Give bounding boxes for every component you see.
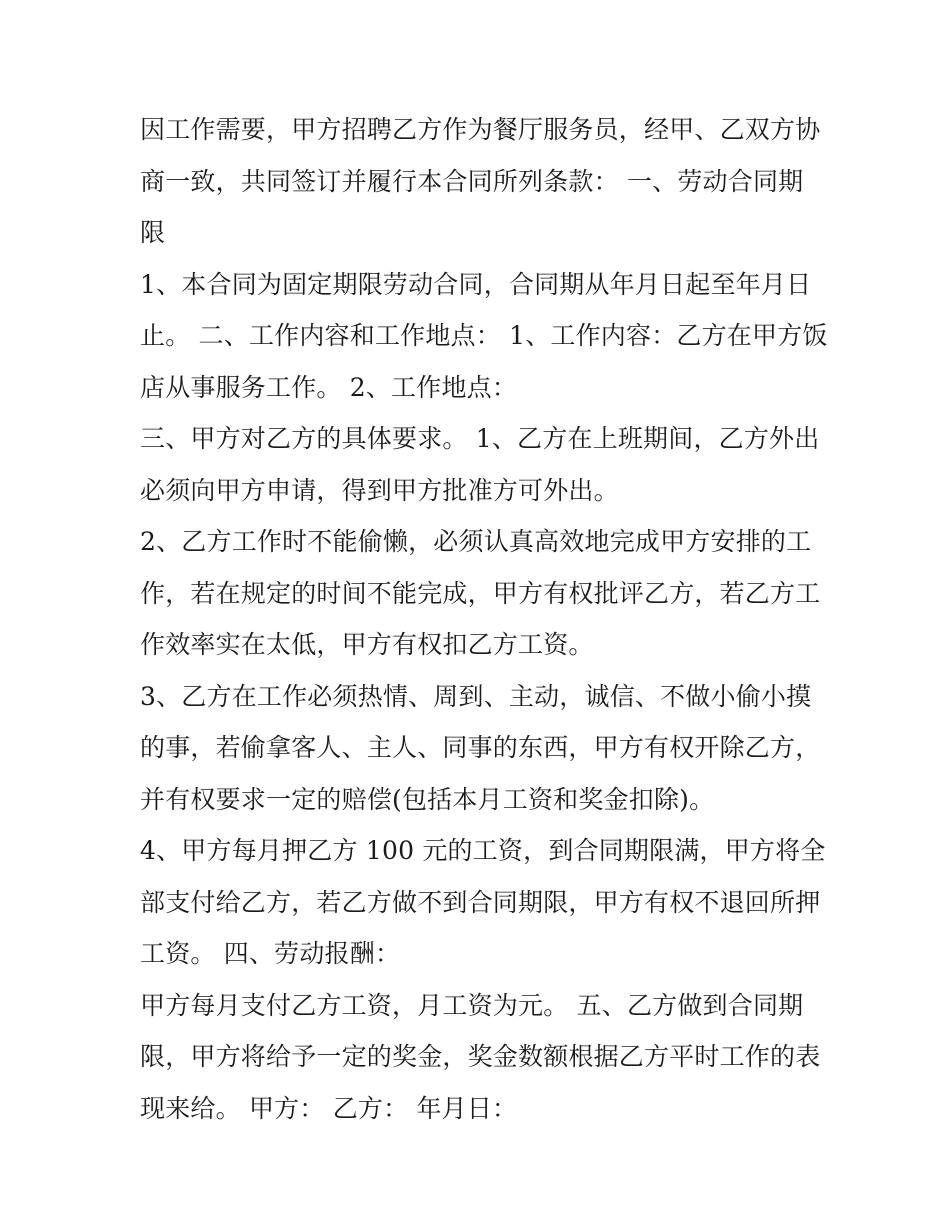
text-line: 限，甲方将给予一定的奖金，奖金数额根据乙方平时工作的表 [140, 1042, 821, 1071]
text-line: 甲方每月支付乙方工资，月工资为元。 五、乙方做到合同期 [140, 990, 804, 1020]
text-line: 限 [140, 218, 166, 247]
text-line: 必须向甲方申请，得到甲方批准方可外出。 [140, 475, 619, 505]
contract-body-text [140, 104, 828, 1134]
text-line: 止。 二、工作内容和工作地点： 1、工作内容：乙方在甲方饭 [140, 321, 828, 350]
text-line: 作，若在规定的时间不能完成，甲方有权批评乙方，若乙方工 [140, 578, 821, 608]
text-line: 商一致，共同签订并履行本合同所列条款： 一、劳动合同期 [140, 166, 804, 196]
text-line: 工资。 四、劳动报酬： [140, 939, 401, 968]
text-line: 三、甲方对乙方的具体要求。 1、乙方在上班期间，乙方外出 [140, 424, 820, 453]
text-line: 部支付给乙方，若乙方做不到合同期限，甲方有权不退回所押 [140, 887, 821, 917]
text-line: 1、本合同为固定期限劳动合同，合同期从年月日起至年月日 [140, 269, 812, 299]
text-line: 作效率实在太低，甲方有权扣乙方工资。 [140, 630, 594, 659]
text-line: 并有权要求一定的赔偿(包括本月工资和奖金扣除)。 [140, 784, 715, 814]
text-line: 的事，若偷拿客人、主人、同事的东西，甲方有权开除乙方， [140, 733, 821, 762]
text-line: 因工作需要，甲方招聘乙方作为餐厅服务员，经甲、乙双方协 [140, 115, 821, 144]
text-line: 3、乙方在工作必须热情、周到、主动，诚信、不做小偷小摸 [140, 681, 812, 711]
text-line: 店从事服务工作。 2、工作地点： [140, 372, 518, 402]
text-line: 现来给。 甲方： 乙方： 年月日： [140, 1093, 518, 1123]
text-line: 2、乙方工作时不能偷懒，必须认真高效地完成甲方安排的工 [140, 527, 812, 556]
text-line: 4、甲方每月押乙方 100 元的工资，到合同期限满，甲方将全 [140, 836, 826, 865]
